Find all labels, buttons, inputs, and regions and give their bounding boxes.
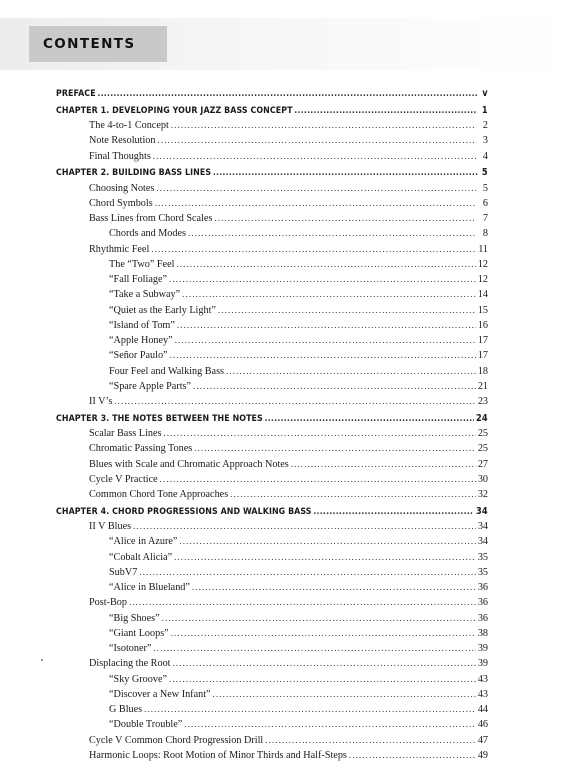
toc-entry	[56, 717, 488, 732]
toc-entry-title: “Giant Loops”	[109, 627, 169, 639]
toc-entry	[56, 611, 488, 626]
page-title: CONTENTS	[43, 36, 136, 52]
toc-entry-title: Chords and Modes	[109, 228, 186, 240]
toc-entry-title: Scalar Bass Lines	[89, 428, 162, 439]
toc-entry	[56, 133, 488, 148]
dot-leader	[265, 733, 476, 748]
toc-page-number: 36	[477, 582, 488, 593]
toc-entry	[56, 318, 488, 333]
dot-leader	[173, 656, 476, 671]
toc-page-number: 34	[476, 505, 488, 517]
dot-leader	[265, 412, 475, 426]
dot-leader	[144, 702, 476, 717]
dot-leader	[171, 118, 476, 133]
toc-page-number: 32	[477, 489, 488, 500]
toc-page-number: 4	[482, 150, 488, 162]
toc-page-number: 36	[477, 597, 488, 609]
toc-entry	[56, 457, 488, 472]
toc-entry-title: SubV7	[109, 566, 138, 578]
toc-page-number: 35	[477, 566, 488, 578]
toc-entry-title: The 4-to-1 Concept	[89, 120, 169, 131]
dot-leader	[176, 257, 475, 272]
toc-entry	[56, 519, 488, 534]
toc-entry-title: Common Chord Tone Approaches	[89, 489, 229, 500]
toc-entry	[56, 626, 488, 641]
toc-page-number: 18	[477, 365, 488, 377]
toc-page-number: 34	[477, 536, 488, 548]
toc-entry-title: “Cobalt Alicia”	[109, 551, 173, 563]
toc-page-number: 23	[477, 396, 488, 407]
dot-leader	[294, 104, 477, 118]
dot-leader	[129, 595, 476, 610]
dot-leader	[192, 580, 476, 595]
toc-page-number: 43	[477, 688, 488, 700]
toc-page-number: 5	[481, 167, 488, 179]
toc-entry-title: Chromatic Passing Tones	[89, 443, 193, 455]
dot-leader	[213, 687, 476, 702]
toc-entry	[56, 149, 488, 164]
toc-entry	[56, 534, 488, 549]
toc-entry	[56, 641, 488, 656]
toc-entry-title: Cycle V Practice	[89, 473, 158, 485]
toc-chapter-entry	[56, 165, 488, 180]
toc-entry-title: Blues with Scale and Chromatic Approach Notes	[89, 458, 289, 470]
toc-page-number: v	[482, 88, 488, 99]
dot-leader	[155, 196, 476, 211]
toc-entry-title: “Big Shoes”	[109, 612, 160, 624]
toc-page-number: 12	[477, 274, 488, 285]
toc-entry	[56, 181, 488, 196]
toc-page-number: 30	[477, 473, 488, 485]
toc-entry	[56, 364, 488, 379]
toc-entry-title: “Alice in Azure”	[109, 536, 178, 548]
dot-leader	[193, 379, 476, 394]
toc-entry-title: CHAPTER 3. THE NOTES BETWEEN THE NOTES	[56, 412, 263, 424]
toc-page-number: 38	[477, 627, 488, 639]
dot-leader	[97, 87, 477, 101]
dot-leader	[162, 611, 476, 626]
toc-entry-title: Final Thoughts	[89, 150, 151, 162]
toc-entry-title: CHAPTER 2. BUILDING BASS LINES	[56, 167, 212, 179]
dot-leader	[218, 303, 476, 318]
dot-leader	[194, 441, 476, 456]
dot-leader	[188, 226, 476, 241]
toc-entry	[56, 426, 488, 441]
dot-leader	[184, 717, 476, 732]
toc-page-number: 39	[477, 643, 488, 654]
toc-entry-title: Choosing Notes	[89, 182, 155, 194]
toc-page-number: 47	[477, 734, 488, 746]
dot-leader	[170, 348, 476, 363]
dot-leader	[171, 626, 476, 641]
dot-leader	[174, 550, 476, 565]
toc-entry-title: II V Blues	[89, 521, 132, 532]
toc-entry	[56, 748, 488, 763]
dot-leader	[114, 394, 476, 409]
dot-leader	[179, 534, 475, 549]
toc-entry-title: “Apple Honey”	[109, 335, 173, 346]
dot-leader	[213, 166, 478, 180]
toc-entry	[56, 687, 488, 702]
toc-page-number: 12	[477, 258, 488, 270]
toc-entry	[56, 287, 488, 302]
toc-entry-title: The “Two” Feel	[109, 258, 175, 270]
dot-leader	[163, 426, 475, 441]
toc-entry	[56, 702, 488, 717]
toc-page-number: 49	[477, 749, 488, 761]
toc-page-number: 21	[477, 380, 488, 392]
toc-page-number: 7	[482, 213, 488, 224]
dot-leader	[182, 287, 476, 302]
dot-leader	[153, 149, 476, 164]
toc-entry-title: Post-Bop	[89, 597, 127, 609]
dot-leader	[214, 211, 476, 226]
toc-entry	[56, 211, 488, 226]
toc-page-number: 24	[476, 412, 488, 424]
toc-entry-title: Bass Lines from Chord Scales	[89, 213, 213, 224]
dot-leader	[230, 487, 476, 502]
toc-entry	[56, 550, 488, 565]
toc-page-number: 17	[477, 350, 488, 362]
toc-page-number: 34	[477, 521, 488, 532]
toc-entry-title: Four Feel and Walking Bass	[109, 365, 225, 377]
toc-entry	[56, 333, 488, 348]
toc-page-number: 5	[482, 182, 488, 194]
toc-entry	[56, 118, 488, 133]
toc-entry-title: Note Resolution	[89, 135, 156, 147]
toc-entry	[56, 580, 488, 595]
toc-entry	[56, 394, 488, 409]
toc-page-number: 3	[482, 135, 488, 147]
toc-page-number: 11	[478, 243, 488, 255]
toc-entry	[56, 733, 488, 748]
dot-leader	[160, 472, 476, 487]
toc-entry	[56, 226, 488, 241]
toc-entry	[56, 348, 488, 363]
toc-entry-title: “Isotoner”	[109, 643, 152, 654]
dot-leader	[139, 565, 476, 580]
toc-entry	[56, 196, 488, 211]
toc-entry	[56, 257, 488, 272]
dot-leader	[158, 133, 477, 148]
toc-entry	[56, 672, 488, 687]
toc-page-number: 25	[477, 428, 488, 439]
toc-entry-title: “Spare Apple Parts”	[109, 380, 192, 392]
dot-leader	[226, 364, 476, 379]
toc-chapter-entry	[56, 504, 488, 519]
toc-entry-title: Harmonic Loops: Root Motion of Minor Thirds and Half-Steps	[89, 749, 347, 761]
toc-page-number: 6	[482, 197, 488, 209]
toc-page-number: 43	[477, 673, 488, 685]
dot-leader	[169, 272, 476, 287]
toc-entry	[56, 441, 488, 456]
toc-entry	[56, 303, 488, 318]
toc-entry-title: “Take a Subway”	[109, 289, 181, 301]
toc-page-number: 36	[477, 612, 488, 624]
dot-leader	[177, 318, 476, 333]
dot-leader	[175, 333, 476, 348]
toc-page-number: 39	[477, 658, 488, 670]
scan-speck	[41, 659, 43, 661]
toc-entry	[56, 565, 488, 580]
toc-entry	[56, 242, 488, 257]
dot-leader	[313, 505, 474, 519]
toc-entry-title: G Blues	[109, 704, 143, 715]
dot-leader	[156, 181, 476, 196]
dot-leader	[133, 519, 476, 534]
toc-entry-title: “Fall Foliage”	[109, 274, 167, 285]
toc-page-number: 2	[482, 120, 488, 131]
toc-entry-title: “Sky Groove”	[109, 673, 167, 685]
toc-entry-title: CHAPTER 1. DEVELOPING YOUR JAZZ BASS CONCEPT	[56, 104, 293, 116]
toc-entry	[56, 379, 488, 394]
toc-entry	[56, 487, 488, 502]
toc-entry-title: Displacing the Root	[89, 658, 171, 670]
toc-entry-title: II V’s	[89, 396, 113, 407]
toc-entry-title: Cycle V Common Chord Progression Drill	[89, 734, 264, 746]
toc-page-number: 1	[481, 104, 488, 116]
toc-page-number: 44	[477, 704, 488, 715]
dot-leader	[291, 457, 476, 472]
toc-page-number: 14	[477, 289, 488, 301]
toc-page-number: 16	[477, 319, 488, 331]
table-of-contents	[56, 86, 488, 763]
toc-chapter-entry	[56, 103, 488, 118]
toc-chapter-entry	[56, 86, 488, 101]
toc-page-number: 17	[477, 335, 488, 346]
toc-page-number: 8	[482, 228, 488, 240]
toc-entry-title: CHAPTER 4. CHORD PROGRESSIONS AND WALKING BASS	[56, 505, 312, 517]
toc-page-number: 35	[477, 551, 488, 563]
toc-entry	[56, 272, 488, 287]
toc-entry-title: PREFACE	[56, 88, 96, 99]
toc-entry-title: “Quiet as the Early Light”	[109, 304, 216, 316]
toc-entry	[56, 656, 488, 671]
toc-entry-title: “Señor Paulo”	[109, 350, 168, 362]
toc-entry-title: “Alice in Blueland”	[109, 582, 190, 593]
toc-page-number: 46	[477, 719, 488, 731]
toc-entry	[56, 472, 488, 487]
toc-entry-title: Rhythmic Feel	[89, 243, 150, 255]
toc-entry-title: “Discover a New Infant”	[109, 688, 211, 700]
toc-chapter-entry	[56, 411, 488, 426]
toc-page-number: 15	[477, 304, 488, 316]
toc-page-number: 25	[477, 443, 488, 455]
toc-entry-title: “Island of Tom”	[109, 319, 175, 331]
dot-leader	[153, 641, 475, 656]
toc-entry	[56, 595, 488, 610]
toc-entry-title: Chord Symbols	[89, 197, 153, 209]
dot-leader	[151, 242, 476, 257]
toc-page-number: 27	[477, 458, 488, 470]
dot-leader	[169, 672, 476, 687]
toc-entry-title: “Double Trouble”	[109, 719, 183, 731]
dot-leader	[349, 748, 476, 763]
